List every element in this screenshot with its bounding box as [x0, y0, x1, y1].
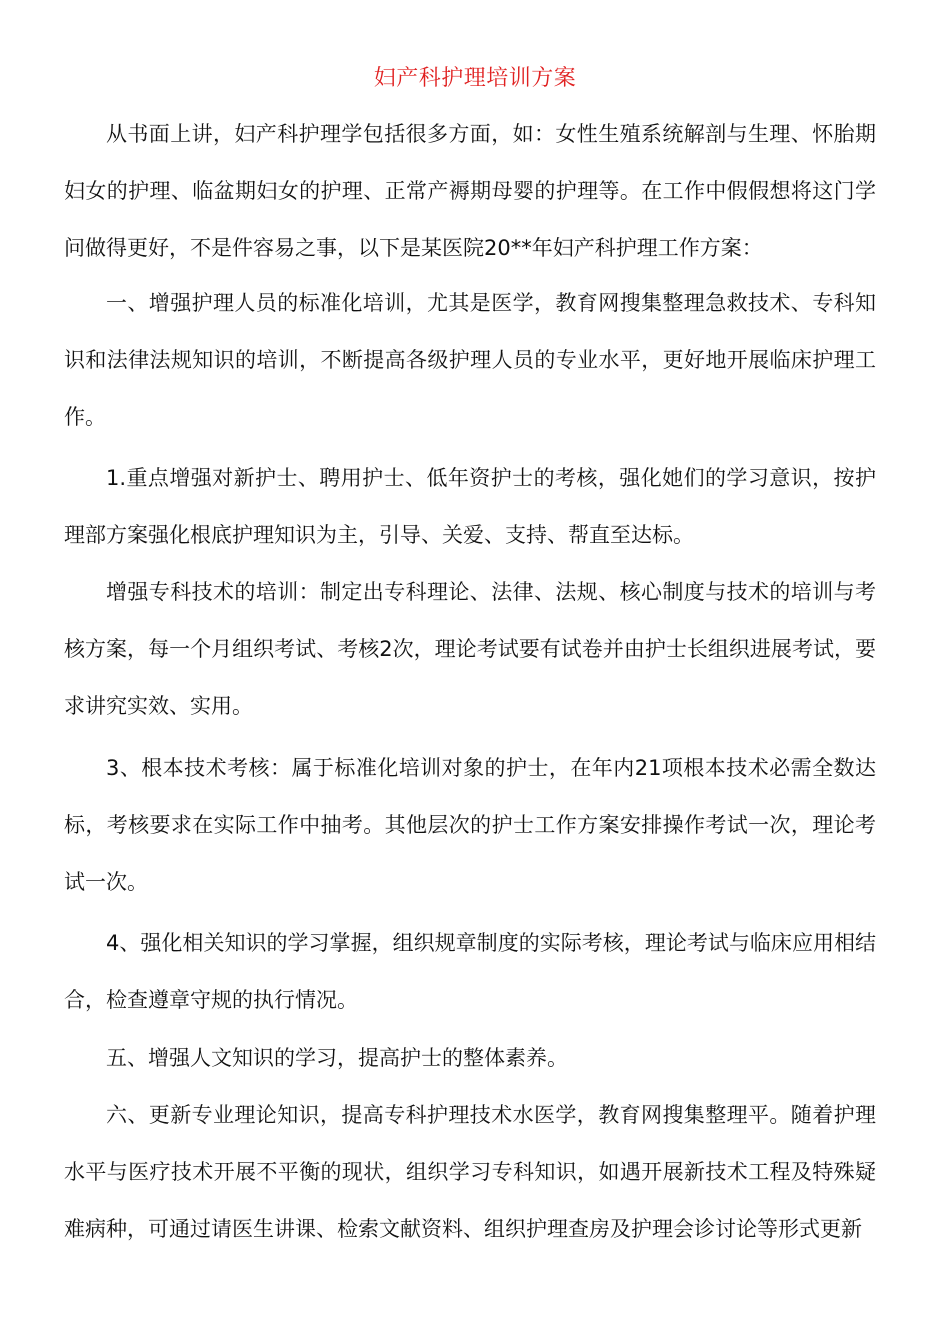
paragraph-section-6: 六、更新专业理论知识，提高专科护理技术水医学，教育网搜集整理平。随着护理水平与医疗技术开展不平衡的现状，组织学习专科知识，如遇开展新技术工程及特殊疑难病种，可通过请医生讲课、检索文献资料、组织护理查房及护理会诊讨论等形式更新: [64, 1103, 876, 1241]
document-title: 妇产科护理培训方案: [373, 66, 577, 91]
paragraph-item-3: 3、根本技术考核：属于标准化培训对象的护士，在年内21项根本技术必需全数达标，考核要求在实际工作中抽考。其他层次的护士工作方案安排操作考试一次，理论考试一次。: [64, 756, 876, 894]
paragraph-item-4: 4、强化相关知识的学习掌握，组织规章制度的实际考核，理论考试与临床应用相结合，检查遵章守规的执行情况。: [64, 931, 876, 1012]
paragraph-item-1: 1.重点增强对新护士、聘用护士、低年资护士的考核，强化她们的学习意识，按护理部方案强化根底护理知识为主，引导、关爱、支持、帮直至达标。: [64, 466, 876, 547]
paragraph-specialty-training: 增强专科技术的培训：制定出专科理论、法律、法规、核心制度与技术的培训与考核方案，每一个月组织考试、考核2次，理论考试要有试卷并由护士长组织进展考试，要求讲究实效、实用。: [64, 580, 876, 718]
paragraph-section-5: 五、增强人文知识的学习，提高护士的整体素养。: [106, 1046, 568, 1070]
paragraph-section-1: 一、增强护理人员的标准化培训，尤其是医学，教育网搜集整理急救技术、专科知识和法律法规知识的培训，不断提高各级护理人员的专业水平，更好地开展临床护理工作。: [64, 291, 876, 429]
paragraph-intro: 从书面上讲，妇产科护理学包括很多方面，如：女性生殖系统解剖与生理、怀胎期妇女的护理、临盆期妇女的护理、正常产褥期母婴的护理等。在工作中假假想将这门学问做得更好，不是件容易之事，以下是某医院20**年妇产科护理工作方案：: [64, 122, 876, 260]
